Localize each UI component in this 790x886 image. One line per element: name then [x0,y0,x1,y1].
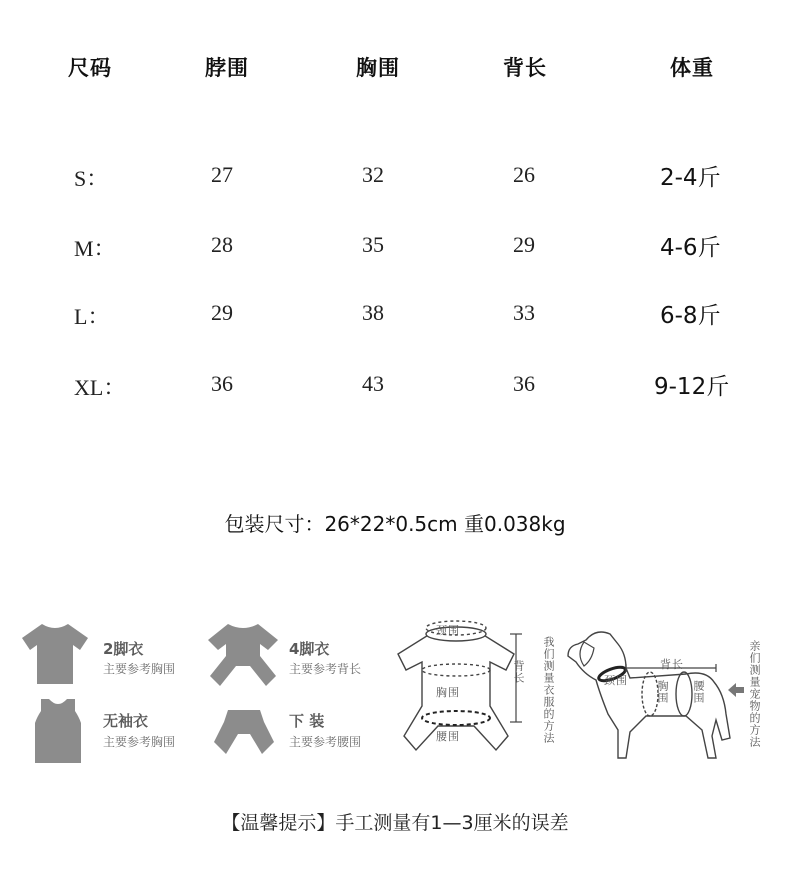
back-length-label: 背长 [512,660,525,684]
garment-title: 4脚衣 [289,640,330,658]
neck-label: 颈围 [436,624,460,637]
chest-cell: 32 [362,162,384,187]
chest-cell: 43 [362,371,384,396]
header-size: 尺码 [68,56,112,80]
dog-waist-label: 腰围 [692,680,705,704]
header-neck: 脖围 [205,56,249,80]
back-cell: 29 [513,232,535,257]
header-weight: 体重 [670,56,714,80]
clothes-method-note: 我们测量衣服的方法 [542,636,555,744]
chest-cell: 35 [362,232,384,257]
weight-cell: 2-4斤 [660,165,721,191]
garment-sub: 主要参考胸围 [103,735,176,749]
pet-method-note: 亲们测量宠物的方法 [748,640,761,748]
measurement-tip: 【温馨提示】手工测量有1—3厘米的误差 [221,812,569,834]
header-back: 背长 [503,56,547,80]
size-cell: M： [74,236,116,261]
size-cell: L： [74,304,110,329]
dog-chest-label: 胸围 [656,680,669,704]
garment-sub: 主要参考胸围 [103,662,176,676]
garment-title: 下 装 [289,712,325,730]
table-row [0,162,790,202]
garment-sub: 主要参考背长 [289,662,362,676]
table-row [0,300,790,340]
weight-cell: 6-8斤 [660,303,721,329]
weight-cell: 9-12斤 [654,374,730,400]
garment-title: 2脚衣 [103,640,144,658]
table-row [0,371,790,411]
chest-label: 胸围 [436,686,460,699]
chest-cell: 38 [362,300,384,325]
back-cell: 33 [513,300,535,325]
weight-cell: 4-6斤 [660,235,721,261]
dog-measure-diagram [566,624,736,764]
back-cell: 26 [513,162,535,187]
header-chest: 胸围 [356,56,400,80]
neck-cell: 29 [211,300,233,325]
pants-icon [212,708,276,758]
arrow-left-icon [728,683,744,697]
garment-title: 无袖衣 [103,712,149,730]
tshirt-icon [20,620,90,686]
back-cell: 36 [513,371,535,396]
four-leg-suit-icon [206,620,280,688]
neck-cell: 36 [211,371,233,396]
neck-cell: 27 [211,162,233,187]
size-cell: S： [74,166,109,191]
dog-back-label: 背长 [660,658,684,671]
clothes-measure-diagram [392,614,532,764]
waist-label: 腰围 [436,730,460,743]
vest-icon [33,697,83,765]
table-row [0,232,790,272]
neck-cell: 28 [211,232,233,257]
garment-sub: 主要参考腰围 [289,735,362,749]
dog-neck-label: 颈围 [604,674,628,687]
size-cell: XL： [74,375,126,400]
package-info: 包装尺寸：26*22*0.5cm 重0.038kg [224,512,566,536]
